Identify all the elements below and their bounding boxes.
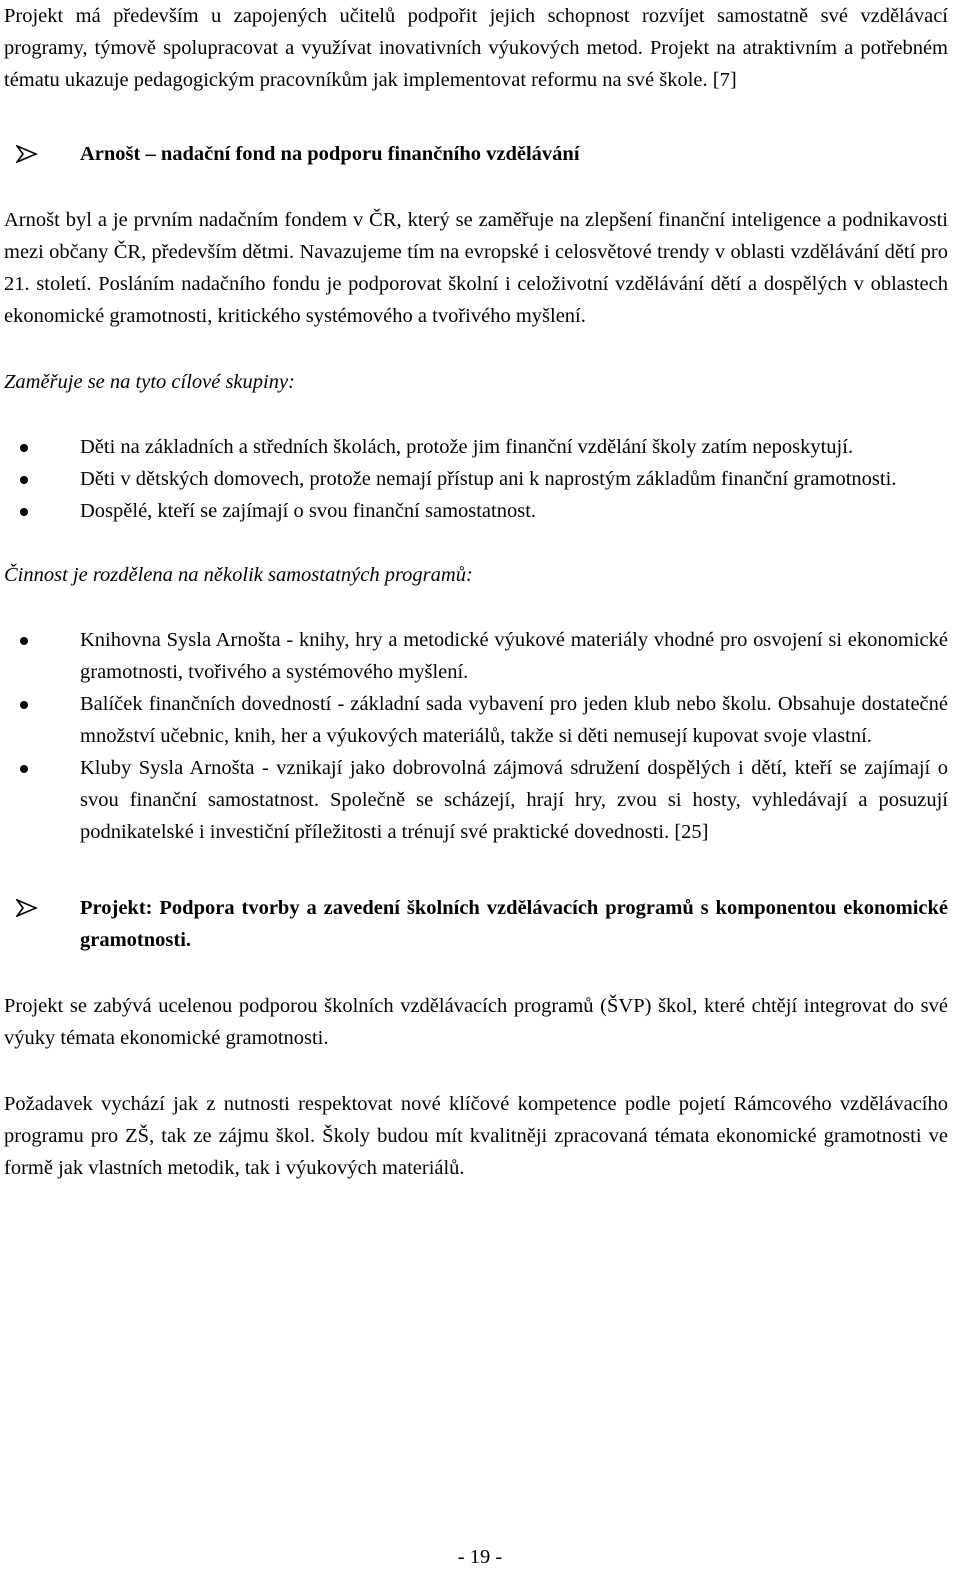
- projekt-paragraph-2: Požadavek vychází jak z nutnosti respektovat nové klíčové kompetence podle pojetí Rámcového vzdělávacího programu pro ZŠ, tak ze zájmu škol. Školy budou mít kvalitněji zpracovaná témata ekonomické gramotnosti ve formě jak vlastních metodik, tak i výukových materiálů.: [4, 1093, 948, 1179]
- bullet-icon: [20, 701, 28, 709]
- section-heading-text: Projekt: Podpora tvorby a zavedení školních vzdělávacích programů s komponentou ekonomické gramotnosti.: [80, 897, 948, 951]
- projekt-paragraph-1: Projekt se zabývá ucelenou podporou školních vzdělávacích programů (ŠVP) škol, které chtějí integrovat do své výuky témata ekonomické gramotnosti.: [4, 995, 948, 1049]
- target-groups-label: Zaměřuje se na tyto cílové skupiny:: [4, 371, 295, 393]
- programs-list: [4, 624, 948, 848]
- bullet-icon: [20, 476, 28, 484]
- section-heading-projekt: [4, 892, 948, 956]
- list-item: Dospělé, kteří se zajímají o svou finanční samostatnost.: [4, 495, 948, 527]
- bullet-icon: [20, 444, 28, 452]
- page-number: - 19 -: [457, 1546, 503, 1568]
- list-item: Balíček finančních dovedností - základní sada vybavení pro jeden klub nebo školu. Obsahuje dostatečné množství učebnic, knih, her a výukových materiálů, takže si děti nemusejí kupovat svoje vlastní.: [4, 688, 948, 752]
- list-item: Děti na základních a středních školách, protože jim finanční vzdělání školy zatím neposkytují.: [4, 431, 948, 463]
- list-item: Děti v dětských domovech, protože nemají přístup ani k naprostým základům finanční gramotnosti.: [4, 463, 948, 495]
- document-page: [4, 0, 948, 1184]
- bullet-icon: [20, 765, 28, 773]
- arnost-paragraph: Arnošt byl a je prvním nadačním fondem v ČR, který se zaměřuje na zlepšení finanční inteligence a podnikavosti mezi občany ČR, především dětmi. Navazujeme tím na evropské i celosvětové trendy v oblasti vzdělávání dětí pro 21. století. Posláním nadačního fondu je podporovat školní i celoživotní vzdělávání dětí a dospělých v oblastech ekonomické gramotnosti, kritického systémového a tvořivého myšlení.: [4, 209, 948, 327]
- section-heading-arnost: [4, 138, 948, 170]
- arrowhead-bullet-icon: [16, 145, 38, 163]
- arrowhead-bullet-icon: [16, 899, 38, 917]
- section-heading-text: Arnošt – nadační fond na podporu finančního vzdělávání: [80, 143, 580, 165]
- programs-label: Činnost je rozdělena na několik samostatných programů:: [4, 564, 473, 586]
- list-item: Kluby Sysla Arnošta - vznikají jako dobrovolná zájmová sdružení dospělých i dětí, kteří se zajímají o svou finanční samostatnost. Společně se scházejí, hrají hry, zvou si hosty, vyhledávají a posuzují podnikatelské i investiční příležitosti a trénují své praktické dovednosti. [25]: [4, 752, 948, 848]
- bullet-icon: [20, 508, 28, 516]
- list-item: Knihovna Sysla Arnošta - knihy, hry a metodické výukové materiály vhodné pro osvojení si ekonomické gramotnosti, tvořivého a systémového myšlení.: [4, 624, 948, 688]
- bullet-icon: [20, 637, 28, 645]
- intro-paragraph: Projekt má především u zapojených učitelů podpořit jejich schopnost rozvíjet samostatně své vzdělávací programy, týmově spolupracovat a využívat inovativních výukových metod. Projekt na atraktivním a potřebném tématu ukazuje pedagogickým pracovníkům jak implementovat reformu na své škole. [7]: [4, 5, 948, 91]
- target-groups-list: [4, 431, 948, 527]
